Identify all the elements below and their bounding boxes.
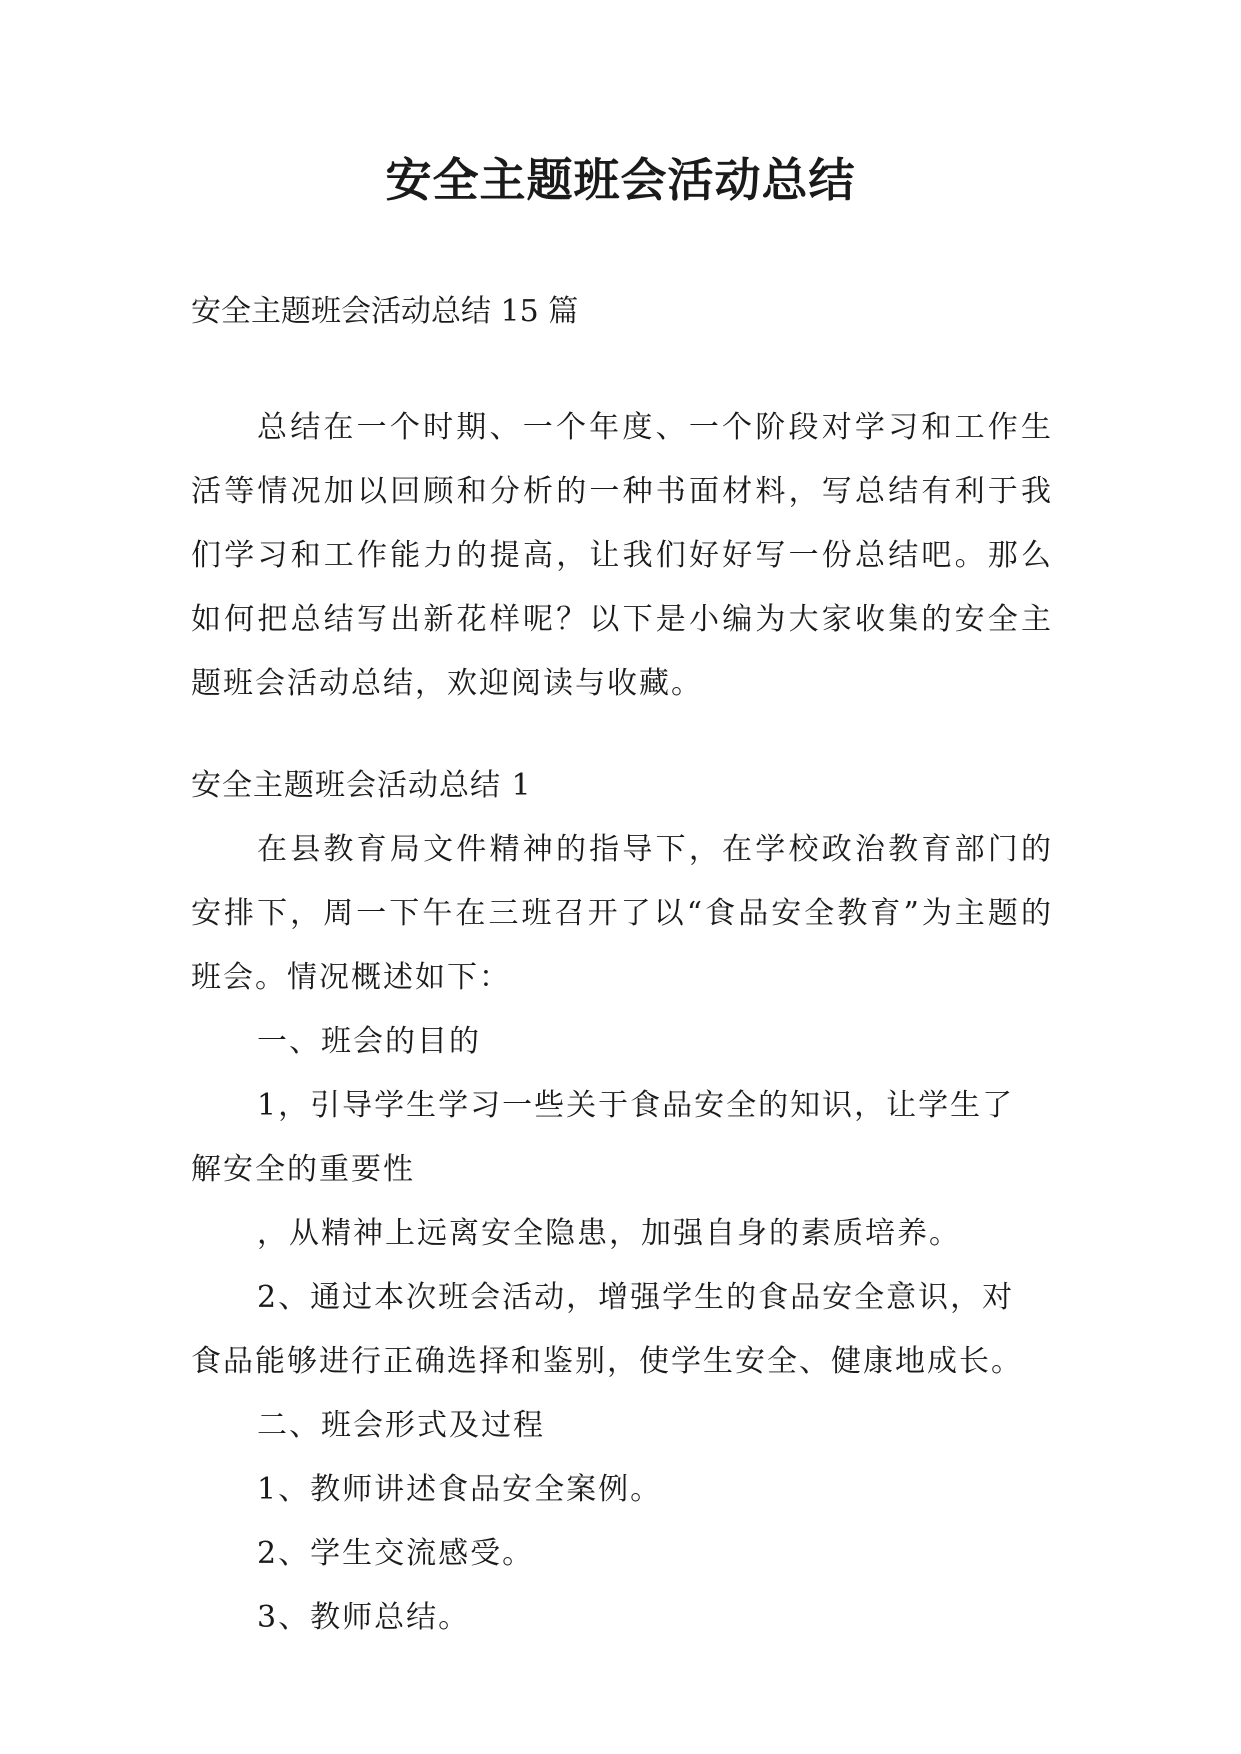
- step2: 2、学生交流感受。: [257, 1536, 535, 1571]
- point2-heading: 二、班会形式及过程: [257, 1408, 545, 1443]
- document-title: 安全主题班会活动总结: [385, 153, 856, 207]
- step1: 1、教师讲述食品安全案例。: [257, 1472, 663, 1507]
- item2-line1: 2、通过本次班会活动，增强学生的食品安全意识，对: [257, 1280, 1015, 1315]
- intro-paragraph: 总结在一个时期、一个年度、一个阶段对学习和工作生活等情况加以回顾和分析的一种书面材料，写总结有利于我们学习和工作能力的提高，让我们好好写一份总结吧。那么如何把总结写出新花样呢？以下是小编为大家收集的安全主题班会活动总结，欢迎阅读与收藏。: [191, 410, 1053, 701]
- item2-line2: 食品能够进行正确选择和鉴别，使学生安全、健康地成长。: [191, 1344, 1023, 1379]
- document-subtitle: 安全主题班会活动总结 15 篇: [191, 294, 579, 329]
- section-heading: 安全主题班会活动总结 1: [191, 768, 532, 803]
- point1-heading: 一、班会的目的: [257, 1024, 481, 1059]
- step3: 3、教师总结。: [257, 1600, 471, 1635]
- item1-line3: ，从精神上远离安全隐患，加强自身的素质培养。: [257, 1216, 961, 1251]
- item1-line2: 解安全的重要性: [191, 1152, 415, 1187]
- item1-line1: 1，引导学生学习一些关于食品安全的知识，让学生了: [257, 1088, 1015, 1123]
- section-paragraph: 在县教育局文件精神的指导下，在学校政治教育部门的安排下，周一下午在三班召开了以“食品安全教育”为主题的班会。情况概述如下：: [191, 832, 1053, 995]
